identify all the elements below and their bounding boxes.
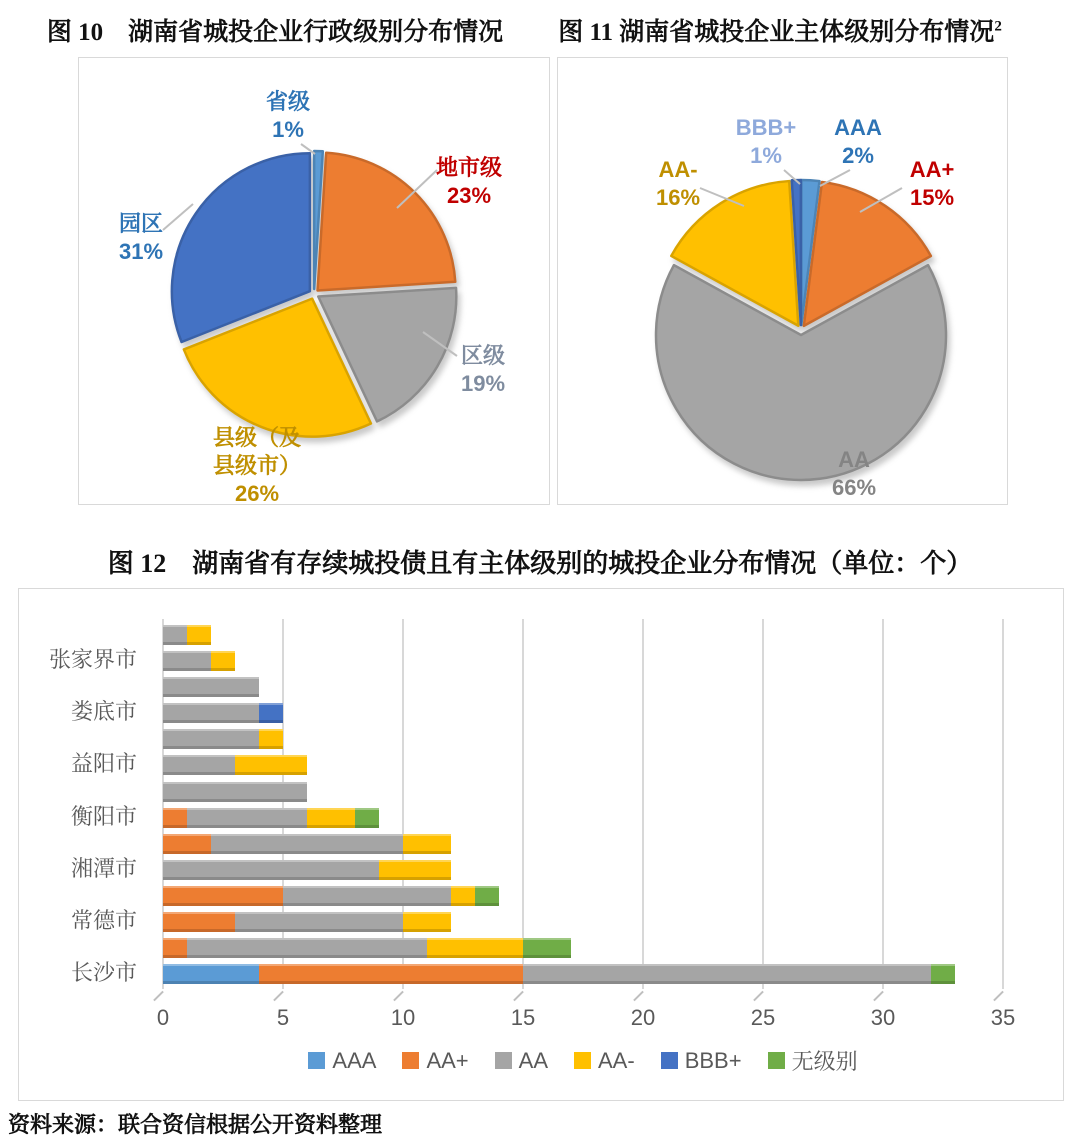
bar-segment-AA <box>283 886 451 906</box>
pie-label-AAA <box>834 114 882 170</box>
bar-row <box>163 726 1023 752</box>
legend-item <box>661 1048 742 1074</box>
bar-row <box>163 909 1023 935</box>
leader-line <box>163 204 193 230</box>
pie-label-line: 23% <box>446 183 492 208</box>
pie-label-line: 19% <box>460 371 506 396</box>
bar-row <box>163 857 1023 883</box>
bar-row <box>163 752 1023 778</box>
pie-label-区级 <box>461 342 505 398</box>
stacked-bar <box>163 964 955 984</box>
bar-segment-AA <box>163 755 235 775</box>
pie-label-line: 县级市） <box>212 453 302 478</box>
axis-tick <box>873 991 884 1002</box>
pie-label-line: 16% <box>655 185 701 210</box>
stacked-bar <box>163 651 235 671</box>
category-label: 常德市 <box>70 907 137 933</box>
bar-segment-AA+ <box>163 912 235 932</box>
axis-tick <box>273 991 284 1002</box>
leader-line <box>301 144 315 154</box>
category-label <box>19 935 151 956</box>
bar-segment-AA- <box>403 912 451 932</box>
pie-label-地市级 <box>436 154 502 210</box>
category-label: 湘潭市 <box>70 855 137 881</box>
bar-row <box>163 961 1023 987</box>
bar-segment-AA- <box>187 625 211 645</box>
stacked-bar <box>163 886 499 906</box>
category-label: 衡阳市 <box>70 803 137 829</box>
bars-area <box>163 622 1023 987</box>
pie-label-园区 <box>119 210 163 266</box>
bar-segment-AA+ <box>163 886 283 906</box>
bar-segment-无级别 <box>475 886 499 906</box>
bar-segment-AA <box>163 860 379 880</box>
bar-row <box>163 883 1023 909</box>
category-label: 益阳市 <box>70 751 137 777</box>
legend-label: AA+ <box>426 1047 469 1073</box>
pie-label-line: 26% <box>234 481 280 506</box>
stacked-bar <box>163 782 307 802</box>
stacked-bar <box>163 625 211 645</box>
pie-label-line: 省级 <box>265 89 311 114</box>
legend-item <box>574 1048 635 1074</box>
legend-swatch <box>574 1052 591 1069</box>
axis-tick <box>393 991 404 1002</box>
figure12-title: 图 12 湖南省有存续城投债且有主体级别的城投企业分布情况（单位：个） <box>107 549 973 578</box>
pie-label-line: AAA <box>834 115 882 140</box>
category-label <box>19 674 151 695</box>
bar-segment-AA- <box>379 860 451 880</box>
stacked-bar <box>163 834 451 854</box>
category-label <box>19 622 151 643</box>
category-axis <box>19 622 151 987</box>
figure11-title-text: 图 11 湖南省城投企业主体级别分布情况 <box>558 19 995 46</box>
bar-segment-AA <box>163 729 259 749</box>
bar-row <box>163 805 1023 831</box>
bar-segment-AA <box>163 677 259 697</box>
x-tick-label: 5 <box>276 1005 290 1030</box>
bar-segment-AA <box>163 703 259 723</box>
bar-segment-无级别 <box>523 938 571 958</box>
stacked-bar <box>163 938 571 958</box>
bar-segment-无级别 <box>931 964 955 984</box>
bar-segment-AA+ <box>163 938 187 958</box>
legend-item <box>495 1048 548 1074</box>
pie-label-line: 园区 <box>118 211 164 236</box>
legend <box>163 1045 1003 1076</box>
axis-tick <box>513 991 524 1002</box>
source-note: 资料来源：联合资信根据公开资料整理 <box>8 1112 383 1137</box>
axis-tick <box>153 991 164 1002</box>
bar-segment-AA <box>211 834 403 854</box>
legend-swatch <box>308 1052 325 1069</box>
axis-tick <box>753 991 764 1002</box>
leader-line <box>700 188 744 206</box>
stacked-bar <box>163 755 307 775</box>
leader-line <box>423 332 457 356</box>
pie-label-line: AA <box>838 447 870 472</box>
bar-segment-AA- <box>307 808 355 828</box>
bar-segment-AA <box>235 912 403 932</box>
bar-segment-AA <box>163 651 211 671</box>
leader-line <box>397 170 437 208</box>
legend-label: AA <box>518 1047 548 1073</box>
bar-segment-BBB+ <box>259 703 283 723</box>
pie-label-line: 15% <box>909 185 955 210</box>
legend-item <box>402 1048 468 1074</box>
legend-swatch <box>402 1052 419 1069</box>
bar-segment-AA <box>163 625 187 645</box>
legend-item <box>768 1045 858 1076</box>
bar-segment-AA- <box>235 755 307 775</box>
pie-label-AA- <box>656 156 700 212</box>
legend-label: BBB+ <box>684 1047 742 1073</box>
bar-row <box>163 648 1023 674</box>
bar-segment-AAA <box>163 964 259 984</box>
category-label: 长沙市 <box>70 959 137 985</box>
bar-segment-AA+ <box>163 808 187 828</box>
bar-row <box>163 622 1023 648</box>
x-tick-label: 15 <box>510 1005 536 1030</box>
axis-tick <box>633 991 644 1002</box>
bar-segment-AA- <box>259 729 283 749</box>
pie-label-line: 66% <box>831 475 877 500</box>
bar-row <box>163 674 1023 700</box>
figure12-bar-chart <box>18 588 1064 1101</box>
bar-segment-AA+ <box>163 834 211 854</box>
x-tick-label: 10 <box>390 1005 416 1030</box>
bar-row <box>163 935 1023 961</box>
category-label <box>19 726 151 747</box>
pie-label-AA+ <box>910 156 955 212</box>
stacked-bar <box>163 860 451 880</box>
stacked-bar <box>163 677 259 697</box>
x-tick-label: 0 <box>156 1005 170 1030</box>
pie-label-BBB+ <box>736 114 797 170</box>
legend-item <box>308 1048 376 1074</box>
category-label: 张家界市 <box>48 647 137 673</box>
bar-segment-AA <box>187 808 307 828</box>
stacked-bar <box>163 912 451 932</box>
x-tick-label: 35 <box>990 1005 1016 1030</box>
bar-segment-AA- <box>211 651 235 671</box>
pie-label-县级（及县级市） <box>213 424 301 508</box>
bar-row <box>163 778 1023 804</box>
bar-segment-AA- <box>403 834 451 854</box>
stacked-bar <box>163 703 283 723</box>
figure10-pie-chart <box>78 57 550 505</box>
pie-label-line: 1% <box>272 117 304 142</box>
x-tick-label: 30 <box>870 1005 896 1030</box>
bar-segment-AA <box>187 938 427 958</box>
leader-line <box>784 170 800 184</box>
pie-label-line: 地市级 <box>435 155 503 180</box>
leader-line <box>820 170 850 186</box>
pie-label-line: AA+ <box>909 157 955 182</box>
legend-label: AAA <box>332 1047 377 1073</box>
bar-segment-无级别 <box>355 808 379 828</box>
pie-label-line: 区级 <box>460 343 506 368</box>
pie-label-line: 2% <box>842 143 874 168</box>
x-tick-label: 25 <box>750 1005 776 1030</box>
legend-swatch <box>495 1052 512 1069</box>
x-tick-label: 20 <box>630 1005 656 1030</box>
bar-segment-AA- <box>451 886 475 906</box>
bar-segment-AA <box>163 782 307 802</box>
bar-segment-AA+ <box>259 964 523 984</box>
category-label <box>19 831 151 852</box>
figure11-pie-chart <box>557 57 1008 505</box>
legend-label: AA- <box>598 1047 635 1073</box>
stacked-bar <box>163 808 379 828</box>
figure11-title <box>550 12 1010 48</box>
pie-label-AA <box>832 446 876 502</box>
legend-swatch <box>768 1052 785 1069</box>
pie-label-line: 县级（及 <box>212 425 302 450</box>
bar-segment-AA <box>523 964 931 984</box>
pie-label-省级 <box>266 88 310 144</box>
footnote-ref: 2 <box>994 18 1002 35</box>
category-label <box>19 883 151 904</box>
bar-row <box>163 831 1023 857</box>
bar-segment-AA- <box>427 938 523 958</box>
axis-tick <box>993 991 1004 1002</box>
pie-label-line: 1% <box>750 143 782 168</box>
pie-label-line: AA- <box>658 157 698 182</box>
figure10-title: 图 10 湖南省城投企业行政级别分布情况 <box>46 19 504 46</box>
pie-label-line: 31% <box>118 239 164 264</box>
leader-line <box>860 188 902 212</box>
legend-swatch <box>661 1052 678 1069</box>
bar-row <box>163 700 1023 726</box>
stacked-bar <box>163 729 283 749</box>
pie-label-line: BBB+ <box>735 115 797 140</box>
pie-leader-lines <box>79 58 549 504</box>
category-label <box>19 778 151 799</box>
category-label: 娄底市 <box>70 699 137 725</box>
legend-label: 无级别 <box>791 1049 858 1074</box>
